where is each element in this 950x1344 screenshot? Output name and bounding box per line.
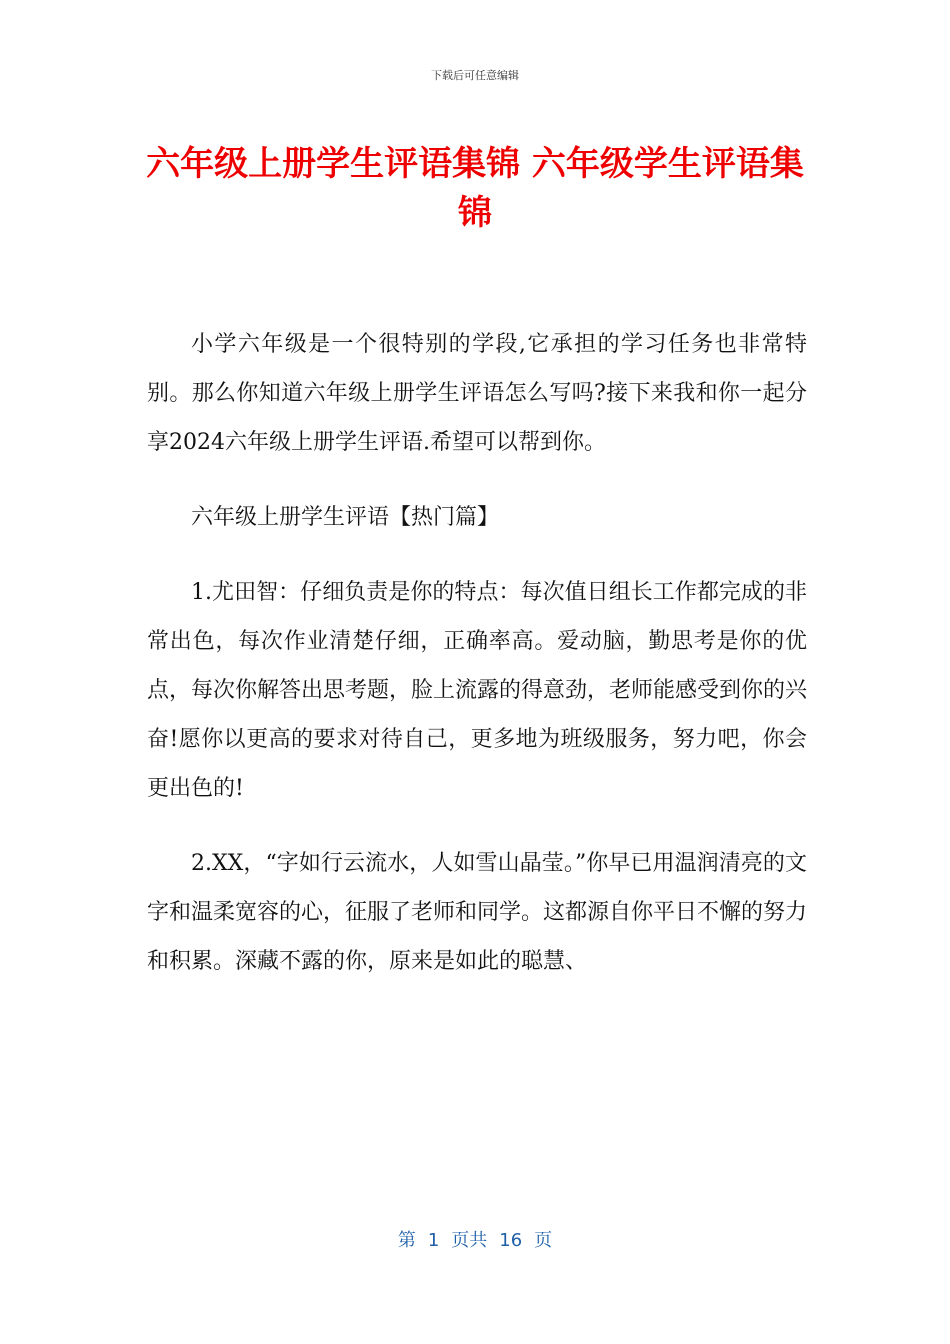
page-prefix: 第 — [397, 1230, 416, 1251]
document-body — [147, 320, 807, 1012]
page-number: 1 — [427, 1230, 440, 1251]
page-footer — [0, 1226, 950, 1252]
document-title: 六年级上册学生评语集锦 六年级学生评语集锦 — [146, 144, 804, 233]
header-note: 下载后可任意编辑 — [431, 69, 519, 82]
intro-paragraph: 小学六年级是一个很特别的学段,它承担的学习任务也非常特别。那么你知道六年级上册学生评语怎么写吗?接下来我和你一起分享2024六年级上册学生评语.希望可以帮到你。 — [147, 332, 807, 455]
page-suffix: 页 — [534, 1230, 553, 1251]
comment-paragraph-1: 1.尤田智：仔细负责是你的特点：每次值日组长工作都完成的非常出色，每次作业清楚仔细，正确率高。爱动脑，勤思考是你的优点，每次你解答出思考题，脸上流露的得意劲，老师能感受到你的兴奋!愿你以更高的要求对待自己，更多地为班级服务，努力吧，你会更出色的! — [147, 580, 808, 801]
section-heading: 六年级上册学生评语【热门篇】 — [191, 505, 500, 530]
total-pages: 16 — [499, 1230, 523, 1251]
comment-paragraph-2: 2.XX，“字如行云流水，人如雪山晶莹。”你早已用温润清亮的文字和温柔宽容的心，征服了老师和同学。这都源自你平日不懈的努力和积累。深藏不露的你，原来是如此的聪慧、 — [147, 851, 808, 974]
page-middle: 页共 — [451, 1230, 488, 1251]
